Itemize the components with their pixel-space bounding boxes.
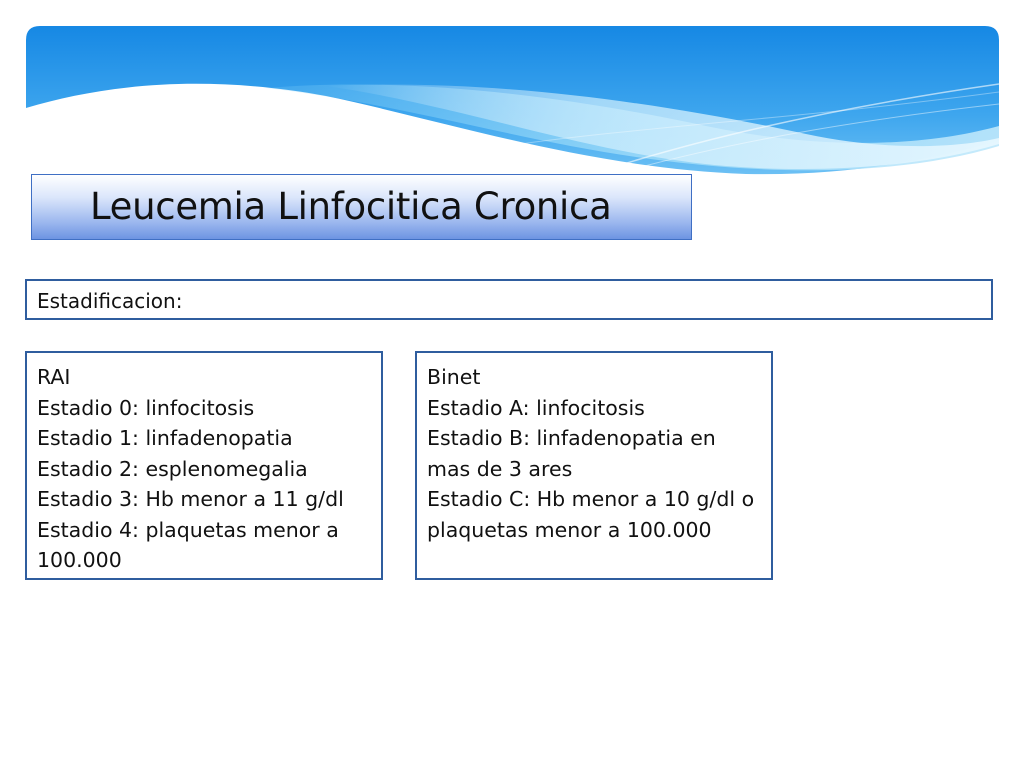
binet-line: Estadio C: Hb menor a 10 g/dl o <box>427 487 755 511</box>
staging-heading: Estadificacion: <box>37 289 183 313</box>
binet-line: mas de 3 ares <box>427 456 573 481</box>
page-title: Leucemia Linfocitica Cronica <box>90 185 612 228</box>
title-box <box>31 174 692 240</box>
header-wave-decoration <box>26 26 999 176</box>
binet-line: plaquetas menor a 100.000 <box>427 517 712 542</box>
rai-line: 100.000 <box>37 548 122 572</box>
rai-line: Estadio 1: linfadenopatia <box>37 426 293 450</box>
rai-line: Estadio 3: Hb menor a 11 g/dl <box>37 487 344 511</box>
staging-heading-box <box>25 279 993 320</box>
rai-line: Estadio 4: plaquetas menor a <box>37 517 339 542</box>
binet-line: Binet <box>427 365 481 389</box>
rai-line: RAI <box>37 365 71 389</box>
rai-lines <box>37 362 373 576</box>
binet-line: Estadio B: linfadenopatia en <box>427 426 716 450</box>
rai-line: Estadio 2: esplenomegalia <box>37 456 308 481</box>
rai-staging-box <box>25 351 383 580</box>
binet-line: Estadio A: linfocitosis <box>427 395 645 420</box>
binet-lines <box>427 362 763 545</box>
binet-staging-box <box>415 351 773 580</box>
rai-line: Estadio 0: linfocitosis <box>37 395 255 420</box>
